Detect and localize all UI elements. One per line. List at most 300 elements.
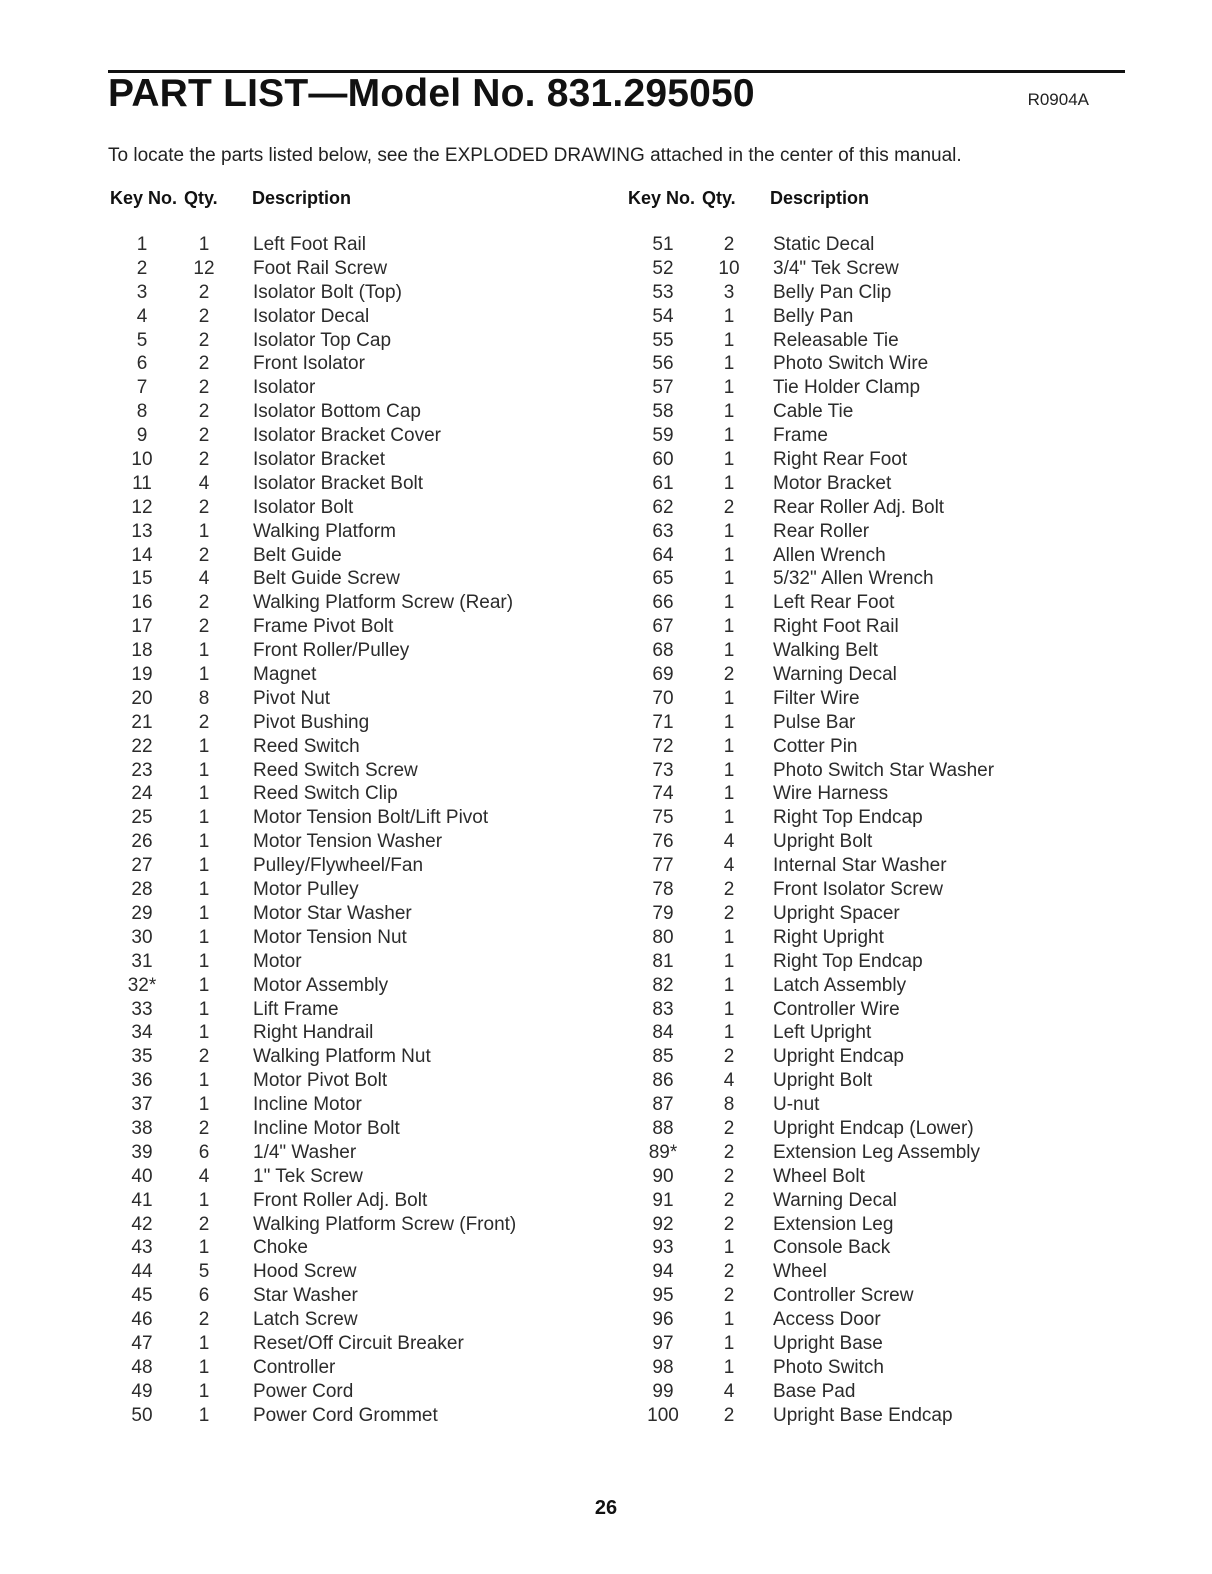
part-key-no: 78 bbox=[652, 879, 674, 901]
part-description: Upright Endcap bbox=[773, 1046, 904, 1068]
part-row bbox=[110, 305, 583, 329]
part-row bbox=[110, 759, 583, 783]
part-description: Photo Switch Star Washer bbox=[773, 759, 995, 781]
part-key-no: 91 bbox=[652, 1189, 674, 1211]
part-description: Isolator Bracket Bolt bbox=[253, 472, 424, 494]
part-key-no: 8 bbox=[136, 401, 148, 423]
part-qty: 1 bbox=[723, 711, 735, 733]
part-qty: 6 bbox=[198, 1285, 210, 1307]
part-row bbox=[628, 448, 1103, 472]
part-row bbox=[110, 352, 583, 376]
part-qty: 2 bbox=[723, 234, 735, 255]
part-description: 1" Tek Screw bbox=[253, 1165, 363, 1187]
part-row bbox=[110, 1141, 583, 1165]
part-row bbox=[110, 544, 583, 568]
part-description: Motor Pulley bbox=[253, 879, 359, 901]
part-qty: 1 bbox=[198, 998, 210, 1020]
part-key-no: 13 bbox=[131, 520, 153, 542]
part-key-no: 90 bbox=[652, 1165, 674, 1187]
part-row bbox=[110, 902, 583, 926]
part-description: Upright Base Endcap bbox=[773, 1404, 953, 1426]
part-description: Walking Platform bbox=[253, 520, 396, 542]
part-key-no: 33 bbox=[131, 998, 153, 1020]
part-description: Belly Pan Clip bbox=[773, 281, 892, 303]
part-key-no: 77 bbox=[652, 855, 674, 877]
part-row bbox=[628, 472, 1103, 496]
part-key-no: 95 bbox=[652, 1285, 674, 1307]
part-key-no: 99 bbox=[652, 1380, 674, 1402]
part-row bbox=[628, 878, 1103, 902]
header-qty: Qty. bbox=[702, 188, 736, 208]
part-row bbox=[110, 998, 583, 1022]
part-qty: 2 bbox=[723, 879, 735, 901]
part-key-no: 34 bbox=[131, 1022, 153, 1044]
part-row bbox=[628, 759, 1103, 783]
part-description: Pulley/Flywheel/Fan bbox=[253, 855, 424, 877]
parts-column-right bbox=[628, 186, 1103, 1428]
part-qty: 1 bbox=[723, 1332, 735, 1354]
part-qty: 2 bbox=[198, 544, 210, 566]
part-description: Pulse Bar bbox=[773, 711, 856, 733]
part-key-no: 24 bbox=[131, 783, 153, 805]
part-description: Isolator Bracket Cover bbox=[253, 425, 441, 447]
part-key-no: 27 bbox=[131, 855, 153, 877]
part-qty: 2 bbox=[198, 496, 210, 518]
part-description: Motor Bracket bbox=[773, 472, 892, 494]
part-qty: 1 bbox=[198, 1189, 210, 1211]
part-description: Console Back bbox=[773, 1237, 891, 1259]
part-key-no: 88 bbox=[652, 1117, 674, 1139]
part-key-no: 72 bbox=[652, 735, 674, 757]
part-qty: 1 bbox=[723, 1309, 735, 1331]
part-qty: 1 bbox=[723, 735, 735, 757]
part-qty: 10 bbox=[718, 257, 740, 279]
part-qty: 1 bbox=[198, 640, 210, 662]
part-row bbox=[110, 1332, 583, 1356]
part-description: Upright Bolt bbox=[773, 831, 873, 853]
part-description: Isolator Bolt bbox=[253, 496, 354, 518]
part-key-no: 70 bbox=[652, 687, 674, 709]
part-description: Left Rear Foot bbox=[773, 592, 895, 614]
part-qty: 1 bbox=[198, 234, 210, 255]
part-key-no: 87 bbox=[652, 1094, 674, 1116]
part-row bbox=[110, 1117, 583, 1141]
part-row bbox=[110, 520, 583, 544]
part-description: Base Pad bbox=[773, 1380, 856, 1402]
part-description: Upright Spacer bbox=[773, 902, 900, 924]
part-row bbox=[628, 1404, 1103, 1428]
part-qty: 2 bbox=[198, 401, 210, 423]
part-qty: 12 bbox=[193, 257, 215, 279]
part-key-no: 19 bbox=[131, 664, 153, 686]
part-description: Reed Switch bbox=[253, 735, 360, 757]
part-key-no: 59 bbox=[652, 425, 674, 447]
part-qty: 1 bbox=[198, 1380, 210, 1402]
part-qty: 1 bbox=[723, 998, 735, 1020]
part-row bbox=[628, 974, 1103, 998]
part-row bbox=[628, 1380, 1103, 1404]
part-row bbox=[110, 448, 583, 472]
part-qty: 8 bbox=[198, 687, 210, 709]
part-description: Photo Switch bbox=[773, 1356, 884, 1378]
part-description: Upright Endcap (Lower) bbox=[773, 1117, 974, 1139]
part-key-no: 69 bbox=[652, 664, 674, 686]
part-row bbox=[110, 926, 583, 950]
part-description: Incline Motor bbox=[253, 1094, 362, 1116]
part-description: Right Top Endcap bbox=[773, 807, 923, 829]
part-key-no: 84 bbox=[652, 1022, 674, 1044]
part-key-no: 18 bbox=[131, 640, 153, 662]
part-qty: 2 bbox=[198, 1213, 210, 1235]
part-row bbox=[628, 1117, 1103, 1141]
parts-column-left bbox=[110, 186, 583, 1428]
part-key-no: 48 bbox=[131, 1356, 153, 1378]
part-description: Left Foot Rail bbox=[253, 234, 366, 255]
part-description: Latch Assembly bbox=[773, 974, 907, 996]
part-description: Reset/Off Circuit Breaker bbox=[253, 1332, 464, 1354]
part-description: Wheel bbox=[773, 1261, 827, 1283]
part-key-no: 100 bbox=[647, 1404, 679, 1426]
part-row bbox=[628, 1356, 1103, 1380]
part-key-no: 38 bbox=[131, 1117, 153, 1139]
part-key-no: 26 bbox=[131, 831, 153, 853]
part-row bbox=[110, 1236, 583, 1260]
part-description: Warning Decal bbox=[773, 664, 897, 686]
part-row bbox=[628, 305, 1103, 329]
parts-list-left bbox=[110, 233, 583, 1428]
part-qty: 1 bbox=[198, 1404, 210, 1426]
part-row bbox=[628, 1260, 1103, 1284]
page-number: 26 bbox=[594, 1497, 618, 1519]
part-description: Front Isolator Screw bbox=[773, 879, 943, 901]
part-qty: 3 bbox=[723, 281, 735, 303]
part-qty: 2 bbox=[723, 1165, 735, 1187]
part-qty: 1 bbox=[198, 1070, 210, 1092]
part-row bbox=[628, 902, 1103, 926]
part-key-no: 22 bbox=[131, 735, 153, 757]
part-key-no: 53 bbox=[652, 281, 674, 303]
part-row bbox=[628, 1093, 1103, 1117]
part-row bbox=[628, 520, 1103, 544]
part-row bbox=[110, 496, 583, 520]
part-qty: 1 bbox=[198, 520, 210, 542]
part-key-no: 40 bbox=[131, 1165, 153, 1187]
part-row bbox=[110, 424, 583, 448]
part-qty: 1 bbox=[198, 950, 210, 972]
part-key-no: 83 bbox=[652, 998, 674, 1020]
part-qty: 8 bbox=[723, 1094, 735, 1116]
part-row bbox=[110, 950, 583, 974]
part-description: Motor bbox=[253, 950, 302, 972]
part-description: Extension Leg Assembly bbox=[773, 1141, 981, 1163]
part-description: Warning Decal bbox=[773, 1189, 897, 1211]
part-description: Belt Guide Screw bbox=[253, 568, 400, 590]
part-row bbox=[110, 1404, 583, 1428]
part-row bbox=[110, 376, 583, 400]
part-key-no: 86 bbox=[652, 1070, 674, 1092]
part-row bbox=[110, 974, 583, 998]
part-key-no: 65 bbox=[652, 568, 674, 590]
part-row bbox=[628, 1213, 1103, 1237]
part-row bbox=[628, 1332, 1103, 1356]
part-row bbox=[110, 1284, 583, 1308]
part-qty: 2 bbox=[723, 902, 735, 924]
part-row bbox=[628, 233, 1103, 257]
part-description: Motor Tension Washer bbox=[253, 831, 443, 853]
part-key-no: 64 bbox=[652, 544, 674, 566]
part-qty: 2 bbox=[723, 1285, 735, 1307]
part-qty: 2 bbox=[723, 664, 735, 686]
part-qty: 2 bbox=[723, 496, 735, 518]
part-key-no: 39 bbox=[131, 1141, 153, 1163]
part-row bbox=[110, 854, 583, 878]
part-qty: 1 bbox=[723, 520, 735, 542]
part-description: Reed Switch Clip bbox=[253, 783, 398, 805]
part-qty: 5 bbox=[198, 1261, 210, 1283]
part-qty: 1 bbox=[723, 926, 735, 948]
part-row bbox=[110, 1189, 583, 1213]
part-key-no: 68 bbox=[652, 640, 674, 662]
part-row bbox=[110, 878, 583, 902]
part-qty: 1 bbox=[723, 759, 735, 781]
form-code: R0904A bbox=[1027, 90, 1089, 109]
part-qty: 1 bbox=[723, 377, 735, 399]
part-key-no: 3 bbox=[136, 281, 148, 303]
part-qty: 1 bbox=[723, 592, 735, 614]
part-qty: 2 bbox=[198, 281, 210, 303]
part-key-no: 57 bbox=[652, 377, 674, 399]
part-row bbox=[628, 544, 1103, 568]
part-key-no: 92 bbox=[652, 1213, 674, 1235]
part-key-no: 44 bbox=[131, 1261, 153, 1283]
part-qty: 2 bbox=[723, 1117, 735, 1139]
part-description: Right Foot Rail bbox=[773, 616, 899, 638]
part-qty: 2 bbox=[198, 1309, 210, 1331]
part-description: Belt Guide bbox=[253, 544, 342, 566]
part-qty: 1 bbox=[723, 807, 735, 829]
part-qty: 1 bbox=[198, 1022, 210, 1044]
part-description: Lift Frame bbox=[253, 998, 339, 1020]
part-row bbox=[110, 1380, 583, 1404]
part-key-no: 56 bbox=[652, 353, 674, 375]
part-key-no: 66 bbox=[652, 592, 674, 614]
part-key-no: 5 bbox=[136, 329, 148, 351]
column-header-right bbox=[628, 186, 1103, 210]
part-row bbox=[110, 257, 583, 281]
part-key-no: 50 bbox=[131, 1404, 153, 1426]
part-description: Pivot Bushing bbox=[253, 711, 370, 733]
part-row bbox=[628, 281, 1103, 305]
part-row bbox=[628, 329, 1103, 353]
part-description: Isolator Bolt (Top) bbox=[253, 281, 402, 303]
part-row bbox=[628, 998, 1103, 1022]
part-key-no: 81 bbox=[652, 950, 674, 972]
part-key-no: 2 bbox=[136, 257, 148, 279]
part-description: Left Upright bbox=[773, 1022, 872, 1044]
part-row bbox=[110, 687, 583, 711]
part-qty: 1 bbox=[723, 568, 735, 590]
part-row bbox=[110, 281, 583, 305]
part-description: Isolator Bottom Cap bbox=[253, 401, 421, 423]
intro-text: To locate the parts listed below, see the EXPLODED DRAWING attached in the center of this manual. bbox=[108, 145, 962, 166]
part-key-no: 46 bbox=[131, 1309, 153, 1331]
part-key-no: 52 bbox=[652, 257, 674, 279]
part-key-no: 76 bbox=[652, 831, 674, 853]
part-qty: 4 bbox=[723, 1380, 735, 1402]
part-row bbox=[628, 1165, 1103, 1189]
header-qty: Qty. bbox=[184, 188, 218, 208]
part-qty: 2 bbox=[198, 616, 210, 638]
part-row bbox=[110, 233, 583, 257]
part-qty: 2 bbox=[198, 1046, 210, 1068]
part-key-no: 97 bbox=[652, 1332, 674, 1354]
part-row bbox=[628, 1308, 1103, 1332]
part-row bbox=[628, 806, 1103, 830]
header-key-no: Key No. bbox=[110, 188, 178, 208]
part-qty: 1 bbox=[723, 425, 735, 447]
part-key-no: 73 bbox=[652, 759, 674, 781]
part-row bbox=[628, 711, 1103, 735]
part-key-no: 80 bbox=[652, 926, 674, 948]
part-row bbox=[628, 376, 1103, 400]
part-row bbox=[628, 663, 1103, 687]
part-key-no: 51 bbox=[652, 234, 674, 255]
part-qty: 1 bbox=[198, 735, 210, 757]
column-header-left bbox=[110, 186, 583, 210]
part-description: Incline Motor Bolt bbox=[253, 1117, 400, 1139]
part-row bbox=[628, 1284, 1103, 1308]
part-description: Reed Switch Screw bbox=[253, 759, 418, 781]
part-qty: 1 bbox=[198, 664, 210, 686]
part-qty: 1 bbox=[198, 783, 210, 805]
part-key-no: 32* bbox=[127, 974, 157, 996]
part-row bbox=[110, 711, 583, 735]
part-row bbox=[628, 1069, 1103, 1093]
part-key-no: 35 bbox=[131, 1046, 153, 1068]
part-description: Releasable Tie bbox=[773, 329, 899, 351]
part-qty: 1 bbox=[723, 1237, 735, 1259]
part-row bbox=[110, 735, 583, 759]
part-qty: 2 bbox=[198, 592, 210, 614]
part-qty: 1 bbox=[198, 1094, 210, 1116]
part-row bbox=[110, 782, 583, 806]
part-row bbox=[110, 329, 583, 353]
part-row bbox=[628, 687, 1103, 711]
part-description: Rear Roller bbox=[773, 520, 870, 542]
part-description: Allen Wrench bbox=[773, 544, 886, 566]
part-qty: 2 bbox=[198, 353, 210, 375]
part-row bbox=[110, 639, 583, 663]
part-description: Controller Screw bbox=[773, 1285, 914, 1307]
parts-list-right bbox=[628, 233, 1103, 1428]
part-qty: 2 bbox=[723, 1213, 735, 1235]
part-qty: 1 bbox=[723, 974, 735, 996]
part-description: Rear Roller Adj. Bolt bbox=[773, 496, 945, 518]
part-qty: 1 bbox=[198, 807, 210, 829]
part-description: Upright Bolt bbox=[773, 1070, 873, 1092]
part-key-no: 23 bbox=[131, 759, 153, 781]
part-key-no: 36 bbox=[131, 1070, 153, 1092]
part-qty: 1 bbox=[723, 329, 735, 351]
part-description: Front Isolator bbox=[253, 353, 365, 375]
part-description: Motor Star Washer bbox=[253, 902, 412, 924]
part-description: Access Door bbox=[773, 1309, 881, 1331]
part-description: Right Upright bbox=[773, 926, 884, 948]
part-row bbox=[110, 1260, 583, 1284]
part-key-no: 62 bbox=[652, 496, 674, 518]
part-key-no: 37 bbox=[131, 1094, 153, 1116]
part-qty: 1 bbox=[198, 902, 210, 924]
part-row bbox=[628, 639, 1103, 663]
part-qty: 4 bbox=[723, 855, 735, 877]
part-key-no: 75 bbox=[652, 807, 674, 829]
part-description: Frame Pivot Bolt bbox=[253, 616, 394, 638]
part-key-no: 60 bbox=[652, 449, 674, 471]
part-key-no: 47 bbox=[131, 1332, 153, 1354]
part-qty: 2 bbox=[198, 711, 210, 733]
part-key-no: 54 bbox=[652, 305, 674, 327]
part-qty: 2 bbox=[723, 1189, 735, 1211]
part-description: Isolator bbox=[253, 377, 316, 399]
part-qty: 1 bbox=[723, 401, 735, 423]
part-key-no: 7 bbox=[136, 377, 148, 399]
part-key-no: 15 bbox=[131, 568, 153, 590]
part-description: Controller bbox=[253, 1356, 336, 1378]
part-row bbox=[110, 1308, 583, 1332]
part-description: Isolator Top Cap bbox=[253, 329, 392, 351]
part-key-no: 21 bbox=[131, 711, 153, 733]
part-qty: 1 bbox=[198, 759, 210, 781]
part-key-no: 20 bbox=[131, 687, 153, 709]
part-key-no: 55 bbox=[652, 329, 674, 351]
part-qty: 1 bbox=[723, 472, 735, 494]
part-row bbox=[110, 591, 583, 615]
part-qty: 1 bbox=[723, 449, 735, 471]
part-key-no: 63 bbox=[652, 520, 674, 542]
part-description: Right Top Endcap bbox=[773, 950, 923, 972]
part-qty: 4 bbox=[198, 472, 210, 494]
part-key-no: 45 bbox=[131, 1285, 153, 1307]
part-row bbox=[628, 782, 1103, 806]
part-qty: 4 bbox=[723, 831, 735, 853]
part-qty: 2 bbox=[198, 449, 210, 471]
part-description: Wire Harness bbox=[773, 783, 889, 805]
part-key-no: 94 bbox=[652, 1261, 674, 1283]
part-description: Static Decal bbox=[773, 234, 875, 255]
part-key-no: 16 bbox=[131, 592, 153, 614]
part-qty: 1 bbox=[198, 831, 210, 853]
part-qty: 4 bbox=[198, 1165, 210, 1187]
part-row bbox=[628, 830, 1103, 854]
part-qty: 1 bbox=[723, 1022, 735, 1044]
part-key-no: 31 bbox=[131, 950, 153, 972]
part-key-no: 14 bbox=[131, 544, 153, 566]
part-qty: 2 bbox=[198, 1117, 210, 1139]
part-description: Frame bbox=[773, 425, 828, 447]
part-qty: 2 bbox=[723, 1141, 735, 1163]
part-description: Belly Pan bbox=[773, 305, 854, 327]
part-description: Choke bbox=[253, 1237, 308, 1259]
part-row bbox=[628, 1236, 1103, 1260]
part-qty: 2 bbox=[198, 425, 210, 447]
part-qty: 1 bbox=[723, 353, 735, 375]
part-description: Upright Base bbox=[773, 1332, 883, 1354]
part-row bbox=[628, 926, 1103, 950]
part-row bbox=[110, 806, 583, 830]
part-qty: 4 bbox=[198, 568, 210, 590]
part-qty: 2 bbox=[723, 1046, 735, 1068]
part-description: Walking Platform Screw (Front) bbox=[253, 1213, 517, 1235]
